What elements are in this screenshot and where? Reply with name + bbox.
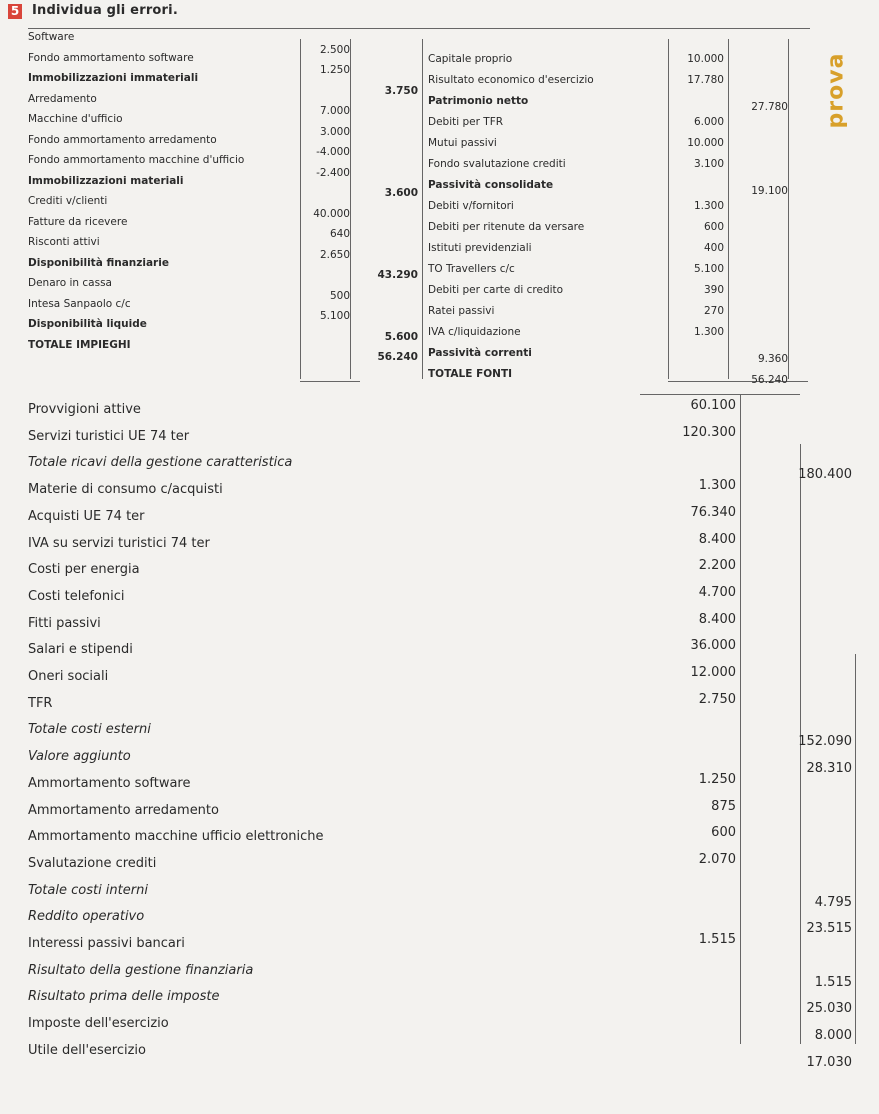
income-row-label: Acquisti UE 74 ter xyxy=(28,508,145,524)
balance-impieghi-label: Fatture da ricevere xyxy=(28,215,128,228)
balance-fonti-label: Passività correnti xyxy=(428,347,532,359)
balance-impieghi-label: Fondo ammortamento arredamento xyxy=(28,133,217,146)
income-row-label: Svalutazione crediti xyxy=(28,855,157,871)
balance-impieghi-total: 43.290 xyxy=(377,269,418,281)
balance-fonti-label: Ratei passivi xyxy=(428,305,495,317)
income-row-label: IVA su servizi turistici 74 ter xyxy=(28,535,210,551)
income-row-total: 4.795 xyxy=(814,894,852,910)
balance-impieghi-label: Risconti attivi xyxy=(28,236,100,248)
balance-fonti-value: 400 xyxy=(703,242,724,254)
balance-fonti-value: 3.100 xyxy=(693,158,724,170)
balance-fonti-label: Capitale proprio xyxy=(428,53,513,65)
income-row-label: Salari e stipendi xyxy=(28,642,133,658)
balance-fonti-value: 5.100 xyxy=(693,263,724,275)
income-row-label: Risultato prima delle imposte xyxy=(28,989,220,1005)
balance-impieghi-total: 3.600 xyxy=(384,187,418,199)
income-row-value: 12.000 xyxy=(690,665,736,680)
balance-impieghi-label: Arredamento xyxy=(28,92,97,105)
income-row-total: 17.030 xyxy=(806,1054,852,1070)
balance-impieghi-value: 40.000 xyxy=(313,207,350,220)
balance-impieghi-value: 500 xyxy=(329,289,350,302)
balance-fonti-value: 10.000 xyxy=(687,53,724,65)
balance-fonti-value: 1.300 xyxy=(693,200,724,212)
balance-impieghi-label: Denaro in cassa xyxy=(28,277,112,289)
income-row-value: 76.340 xyxy=(690,504,736,520)
balance-fonti-label: Debiti v/fornitori xyxy=(428,200,514,212)
balance-sheet xyxy=(28,28,810,386)
balance-impieghi-label: Disponibilità finanziarie xyxy=(28,256,169,269)
income-row-label: Interessi passivi bancari xyxy=(28,936,185,951)
income-row-label: Imposte dell'esercizio xyxy=(28,1016,169,1032)
balance-fonti-total: 9.360 xyxy=(757,353,788,365)
income-row-label: Risultato della gestione finanziaria xyxy=(28,962,254,978)
income-row-label: Fitti passivi xyxy=(28,615,101,631)
income-row-label: Costi per energia xyxy=(28,562,140,578)
balance-fonti-label: Patrimonio netto xyxy=(428,95,529,107)
balance-impieghi-value: 2.650 xyxy=(319,248,350,261)
balance-impieghi-value: -4.000 xyxy=(316,146,350,158)
income-row-value: 120.300 xyxy=(682,424,736,440)
income-row-label: TFR xyxy=(28,695,53,711)
income-row-label: Utile dell'esercizio xyxy=(28,1042,146,1058)
balance-fonti-value: 1.300 xyxy=(693,326,724,338)
income-row-total: 152.090 xyxy=(798,734,852,750)
balance-impieghi-value: 2.500 xyxy=(319,43,350,56)
balance-impieghi-label: Fondo ammortamento macchine d'ufficio xyxy=(28,154,245,166)
balance-impieghi-total: 5.600 xyxy=(384,330,418,343)
income-row-value: 2.750 xyxy=(698,691,736,707)
income-row-total: 180.400 xyxy=(798,467,852,483)
income-row-label: Ammortamento software xyxy=(28,775,191,791)
balance-impieghi-label: Disponibilità liquide xyxy=(28,318,147,330)
balance-impieghi-value: 5.100 xyxy=(319,310,350,322)
income-row-value: 875 xyxy=(711,798,736,814)
income-row-label: Provvigioni attive xyxy=(28,402,141,417)
income-row-value: 1.300 xyxy=(698,478,736,494)
balance-fonti-label: Debiti per ritenute da versare xyxy=(428,221,585,233)
balance-fonti-value: 10.000 xyxy=(687,137,724,149)
income-row-value: 1.515 xyxy=(698,932,736,947)
income-row-total: 23.515 xyxy=(806,921,852,937)
balance-fonti-value: 6.000 xyxy=(693,116,724,128)
income-row-total: 1.515 xyxy=(814,974,852,990)
balance-fonti-label: Istituti previdenziali xyxy=(428,242,532,254)
income-row-value: 4.700 xyxy=(698,584,736,600)
balance-impieghi-label: Fondo ammortamento software xyxy=(28,51,194,64)
balance-impieghi-value: 640 xyxy=(329,228,350,240)
income-row-value: 8.400 xyxy=(698,611,736,627)
balance-impieghi-value: 1.250 xyxy=(319,64,350,76)
balance-impieghi-label: Intesa Sanpaolo c/c xyxy=(28,297,131,310)
income-row-label: Totale costi interni xyxy=(28,882,148,898)
balance-fonti-total: 19.100 xyxy=(751,185,788,197)
income-row-label: Materie di consumo c/acquisti xyxy=(28,482,223,498)
balance-fonti-value: 600 xyxy=(703,221,724,233)
balance-impieghi-value: -2.400 xyxy=(316,166,350,179)
balance-impieghi-label: Immobilizzazioni materiali xyxy=(28,174,184,187)
balance-impieghi-label: Macchine d'ufficio xyxy=(28,113,123,125)
balance-fonti-label: Fondo svalutazione crediti xyxy=(428,158,566,170)
exercise-title: Individua gli errori. xyxy=(32,3,178,18)
balance-fonti-label: Mutui passivi xyxy=(428,137,497,149)
balance-fonti-total: 56.240 xyxy=(751,374,788,386)
balance-fonti-label: Debiti per TFR xyxy=(428,116,504,128)
balance-fonti-label: Risultato economico d'esercizio xyxy=(428,74,594,86)
balance-fonti-total: 27.780 xyxy=(751,101,788,113)
income-row-label: Ammortamento macchine ufficio elettroniche xyxy=(28,829,324,845)
income-row-total: 25.030 xyxy=(806,1001,852,1017)
income-row-value: 8.400 xyxy=(698,531,736,547)
income-row-value: 60.100 xyxy=(690,398,736,413)
balance-fonti-label: TOTALE FONTI xyxy=(428,368,513,380)
income-row-value: 2.200 xyxy=(698,558,736,574)
balance-impieghi-label: Immobilizzazioni immateriali xyxy=(28,72,199,84)
income-statement xyxy=(0,394,879,1094)
income-row-label: Totale costi esterni xyxy=(28,722,151,738)
income-row-label: Servizi turistici UE 74 ter xyxy=(28,428,190,444)
income-row-label: Totale ricavi della gestione caratteristica xyxy=(28,455,293,471)
exercise-number: 5 xyxy=(8,4,22,19)
balance-impieghi-label: Crediti v/clienti xyxy=(28,195,108,207)
income-row-label: Reddito operativo xyxy=(28,909,145,925)
income-row-label: Costi telefonici xyxy=(28,588,125,604)
balance-fonti-label: TO Travellers c/c xyxy=(428,263,515,275)
balance-impieghi-total: 3.750 xyxy=(384,84,418,97)
income-row-total: 8.000 xyxy=(814,1028,852,1044)
income-row-label: Oneri sociali xyxy=(28,669,109,684)
balance-fonti-label: Passività consolidate xyxy=(428,179,554,191)
balance-fonti-value: 270 xyxy=(703,305,724,317)
balance-fonti-label: IVA c/liquidazione xyxy=(428,326,521,338)
balance-fonti-value: 390 xyxy=(703,284,724,296)
income-row-total: 28.310 xyxy=(806,761,852,777)
income-row-value: 2.070 xyxy=(698,851,736,867)
income-row-value: 600 xyxy=(711,825,736,841)
balance-impieghi-label: TOTALE IMPIEGHI xyxy=(28,338,131,351)
balance-fonti-label: Debiti per carte di credito xyxy=(428,284,564,296)
balance-fonti-value: 17.780 xyxy=(687,74,724,86)
balance-impieghi-value: 3.000 xyxy=(319,125,350,138)
income-row-value: 36.000 xyxy=(690,638,736,654)
balance-impieghi-total: 56.240 xyxy=(377,351,418,363)
income-row-label: Valore aggiunto xyxy=(28,749,131,765)
income-row-label: Ammortamento arredamento xyxy=(28,802,219,818)
income-row-value: 1.250 xyxy=(698,771,736,787)
brand-logo: prova xyxy=(823,52,849,129)
balance-impieghi-label: Software xyxy=(28,31,75,43)
balance-impieghi-value: 7.000 xyxy=(319,105,350,117)
